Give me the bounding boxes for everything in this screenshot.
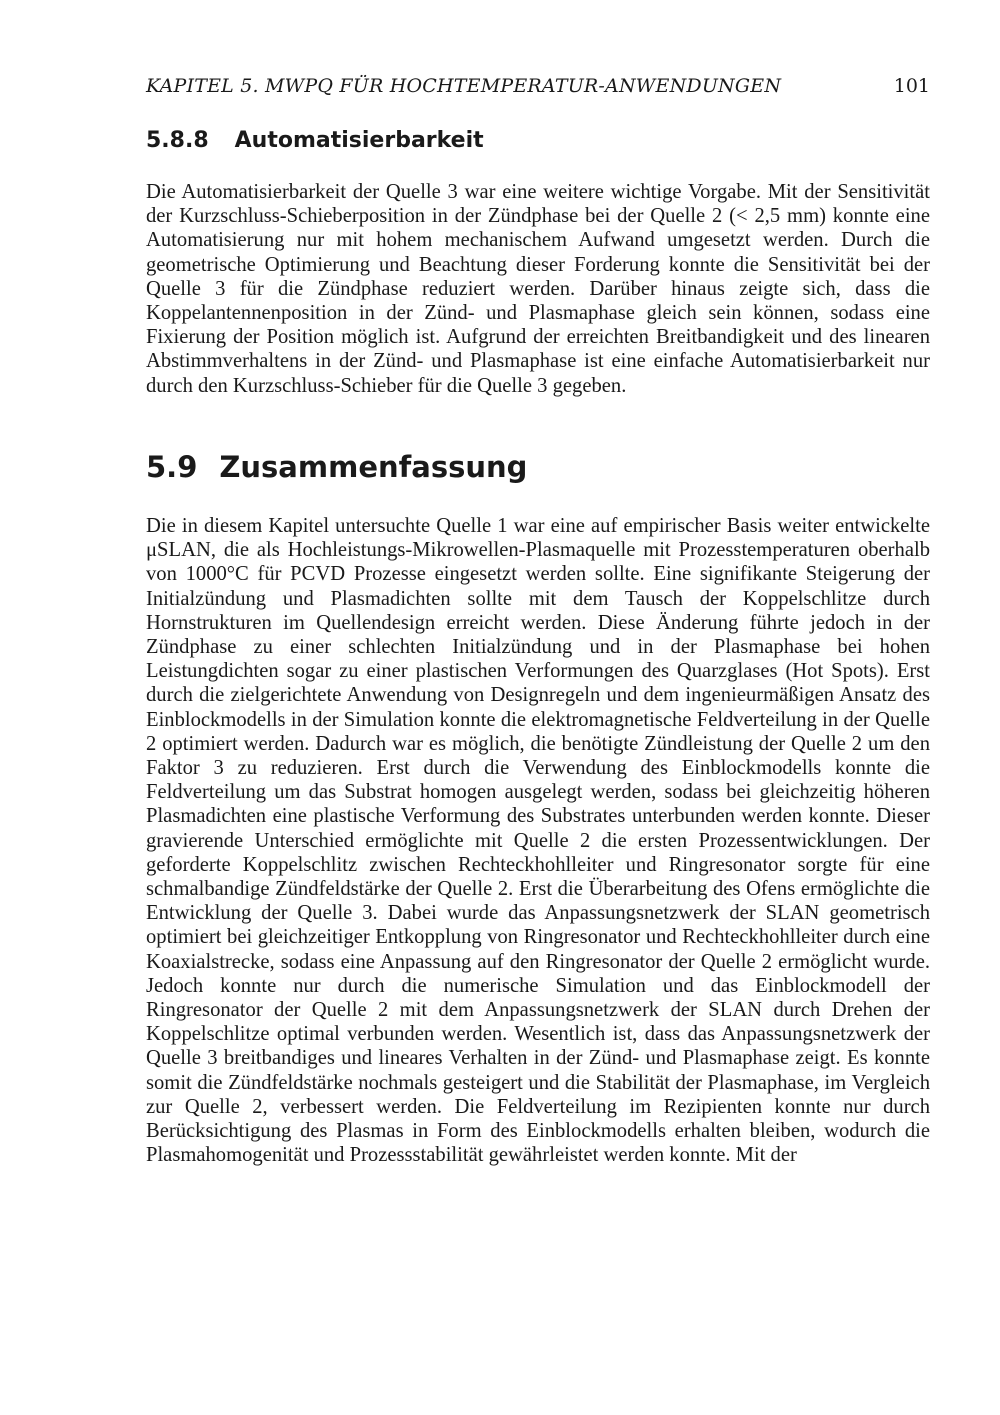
section-heading — [146, 448, 527, 486]
chapter-title: KAPITEL 5. MWPQ FÜR HOCHTEMPERATUR-ANWENDUNGEN — [146, 75, 782, 97]
section-title: Zusammenfassung — [219, 450, 528, 484]
subsection-number: 5.8.8 — [146, 128, 209, 153]
subsection-title: Automatisierbarkeit — [234, 128, 484, 153]
page-number: 101 — [893, 75, 930, 97]
subsection-paragraph: Die Automatisierbarkeit der Quelle 3 war eine weitere wichtige Vorgabe. Mit der Sensitivität der Kurzschluss-Schieberposition in der Zündphase bei der Quelle 2 (< 2,5 mm) konnte eine Automatisierung nur mit hohem mechanischem Aufwand umgesetzt werden. Durch die geometrische Optimierung und Beachtung dieser Forderung konnte die Sensitivität bei der Quelle 3 für die Zündphase reduziert werden. Darüber hinaus zeigte sich, dass die Koppelantennenposition in der Zünd- und Plasmaphase gleich sein können, sodass eine Fixierung der Position möglich ist. Aufgrund der erreichten Breitbandigkeit und des linearen Abstimmverhaltens in der Zünd- und Plasmaphase ist eine einfache Automatisierbarkeit nur durch den Kurzschluss-Schieber für die Quelle 3 gegeben. — [146, 181, 930, 397]
section-number: 5.9 — [146, 450, 198, 484]
subsection-heading — [146, 126, 484, 156]
running-header — [146, 74, 930, 98]
section-paragraph: Die in diesem Kapitel untersuchte Quelle 1 war eine auf empirischer Basis weiter entwickelte μSLAN, die als Hochleistungs-Mikrowellen-Plasmaquelle mit Prozesstemperaturen oberhalb von 1000°C für PCVD Prozesse eingesetzt werden sollte. Eine signifikante Steigerung der Initialzündung und Plasmadichten sollte mit dem Tausch der Koppelschlitze durch Hornstrukturen im Quellendesign erreicht werden. Diese Änderung führte jedoch in der Zündphase zu einer schlechten Initialzündung und in der Plasmaphase bei hohen Leistungdichten sogar zu einer plastischen Verformungen des Quarzglases (Hot Spots). Erst durch die zielgerichtete Anwendung von Designregeln und dem ingenieurmäßigen Ansatz des Einblockmodells in der Simulation konnte die elektromagnetische Feldverteilung in der Quelle 2 optimiert werden. Dadurch war es möglich, die benötigte Zündleistung der Quelle 2 um den Faktor 3 zu reduzieren. Erst durch die Verwendung des Einblockmodells konnte die Feldverteilung um das Substrat homogen ausgelegt werden, sodass bei gleichzeitig höheren Plasmadichten eine plastische Verformung des Substrates unterbunden werden konnte. Dieser gravierende Unterschied ermöglichte mit Quelle 2 die ersten Prozessentwicklungen. Der geforderte Koppelschlitz zwischen Rechteckhohlleiter und Ringresonator sorgte für eine schmalbandige Zündfeldstärke der Quelle 2. Erst die Überarbeitung des Ofens ermöglichte die Entwicklung der Quelle 3. Dabei wurde das Anpassungsnetzwerk der SLAN geometrisch optimiert bei gleichzeitiger Entkopplung von Ringresonator und Rechteckhohlleiter durch eine Koaxialstrecke, sodass eine Anpassung auf den Ringresonator der Quelle 2 ermöglicht wurde. Jedoch konnte nur durch die numerische Simulation und das Einblockmodell der Ringresonator der Quelle 2 mit dem Anpassungsnetzwerk der SLAN durch Drehen der Koppelschlitze optimal verbunden werden. Wesentlich ist, dass das Anpassungsnetzwerk der Quelle 3 breitbandiges und lineares Verhalten in der Zünd- und Plasmaphase zeigt. Es konnte somit die Zündfeldstärke nochmals gesteigert und die Stabilität der Plasmaphase, im Vergleich zur Quelle 2, verbessert werden. Die Feldverteilung im Rezipienten konnte nur durch Berücksichtigung des Plasmas in Form des Einblockmodells erhalten bleiben, wodurch die Plasmahomogenität und Prozessstabilität gewährleistet werden konnte. Mit der — [146, 515, 930, 1167]
